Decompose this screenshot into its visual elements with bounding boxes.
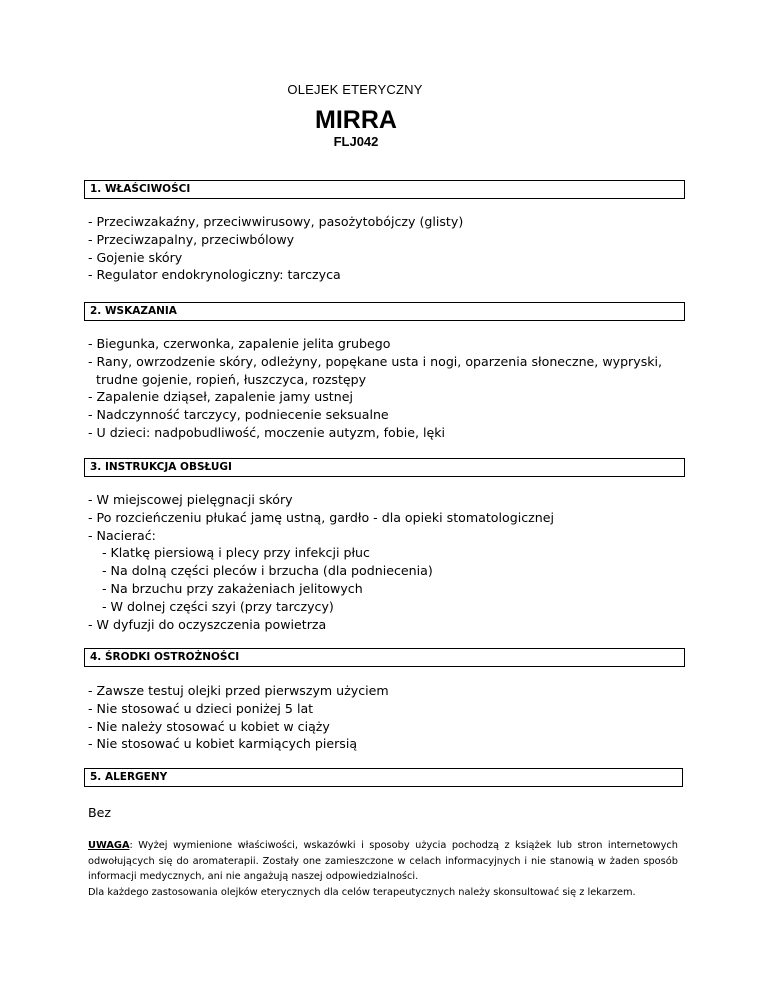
disclaimer-paragraph (88, 838, 678, 885)
list-item: - Nie stosować u kobiet karmiących piersią (88, 736, 358, 752)
disclaimer-body: : Wyżej wymienione właściwości, wskazówki i sposoby użycia pochodzą z książek lub stron internetowych odwołujących się do aromaterapii. Zostały one zamieszczone w celach informacyjnych i nie stanowią w żaden sposób informacji medycznych, ani nie angażują naszej odpowiedzialności. (88, 840, 678, 882)
list-item: - W dyfuzji do oczyszczenia powietrza (88, 616, 327, 632)
list-item: - Zawsze testuj olejki przed pierwszym użyciem (88, 683, 389, 698)
list-item: trudne gojenie, ropień, łuszczyca, rozstępy (96, 371, 367, 387)
list-item: - W dolnej części szyi (przy tarczycy) (102, 598, 334, 614)
list-item: - Regulator endokrynologiczny: tarczyca (88, 267, 341, 283)
indications-list (88, 335, 662, 442)
precautions-list (88, 682, 389, 753)
section-heading-precautions: 4. ŚRODKI OSTROŻNOŚCI (84, 648, 685, 667)
disclaimer-label: UWAGA (88, 840, 130, 851)
document-title: MIRRA (315, 106, 397, 134)
section-heading-properties: 1. WŁAŚCIWOŚCI (84, 180, 685, 199)
instructions-list (88, 491, 554, 633)
list-item: - Rany, owrzodzenie skóry, odleżyny, popękane usta i nogi, oparzenia słoneczne, wypryski, (88, 353, 663, 369)
allergens-value: Bez (88, 805, 111, 820)
list-item: - Biegunka, czerwonka, zapalenie jelita grubego (88, 336, 391, 351)
list-item: - Przeciwzapalny, przeciwbólowy (88, 231, 295, 247)
list-item: - Nacierać: (88, 527, 156, 543)
list-item: - Klatkę piersiową i plecy przy infekcji płuc (102, 545, 370, 561)
section-heading-allergens: 5. ALERGENY (84, 768, 683, 787)
list-item: - Nie stosować u dzieci poniżej 5 lat (88, 700, 314, 716)
disclaimer-note (88, 838, 678, 900)
section-heading-instructions: 3. INSTRUKCJA OBSŁUGI (84, 458, 685, 477)
properties-list (88, 213, 463, 284)
list-item: - Przeciwzakaźny, przeciwwirusowy, pasożytobójczy (glisty) (88, 214, 464, 229)
list-item: - W miejscowej pielęgnacji skóry (88, 492, 293, 507)
list-item: - Po rozcieńczeniu płukać jamę ustną, gardło - dla opieki stomatologicznej (88, 509, 554, 525)
disclaimer-final: Dla każdego zastosowania olejków eterycznych dla celów terapeutycznych należy skonsultować się z lekarzem. (88, 886, 636, 898)
list-item: - Nadczynność tarczycy, podniecenie seksualne (88, 407, 389, 423)
list-item: - Zapalenie dziąseł, zapalenie jamy ustnej (88, 389, 353, 405)
product-code: FLJ042 (333, 134, 379, 149)
section-heading-indications: 2. WSKAZANIA (84, 302, 685, 321)
list-item: - Gojenie skóry (88, 249, 183, 265)
list-item: - Na brzuchu przy zakażeniach jelitowych (102, 580, 363, 596)
list-item: - Nie należy stosować u kobiet w ciąży (88, 718, 330, 734)
list-item: - U dzieci: nadpobudliwość, moczenie autyzm, fobie, lęki (88, 424, 446, 440)
document-subtitle: OLEJEK ETERYCZNY (287, 82, 423, 97)
list-item: - Na dolną części pleców i brzucha (dla podniecenia) (102, 563, 433, 579)
